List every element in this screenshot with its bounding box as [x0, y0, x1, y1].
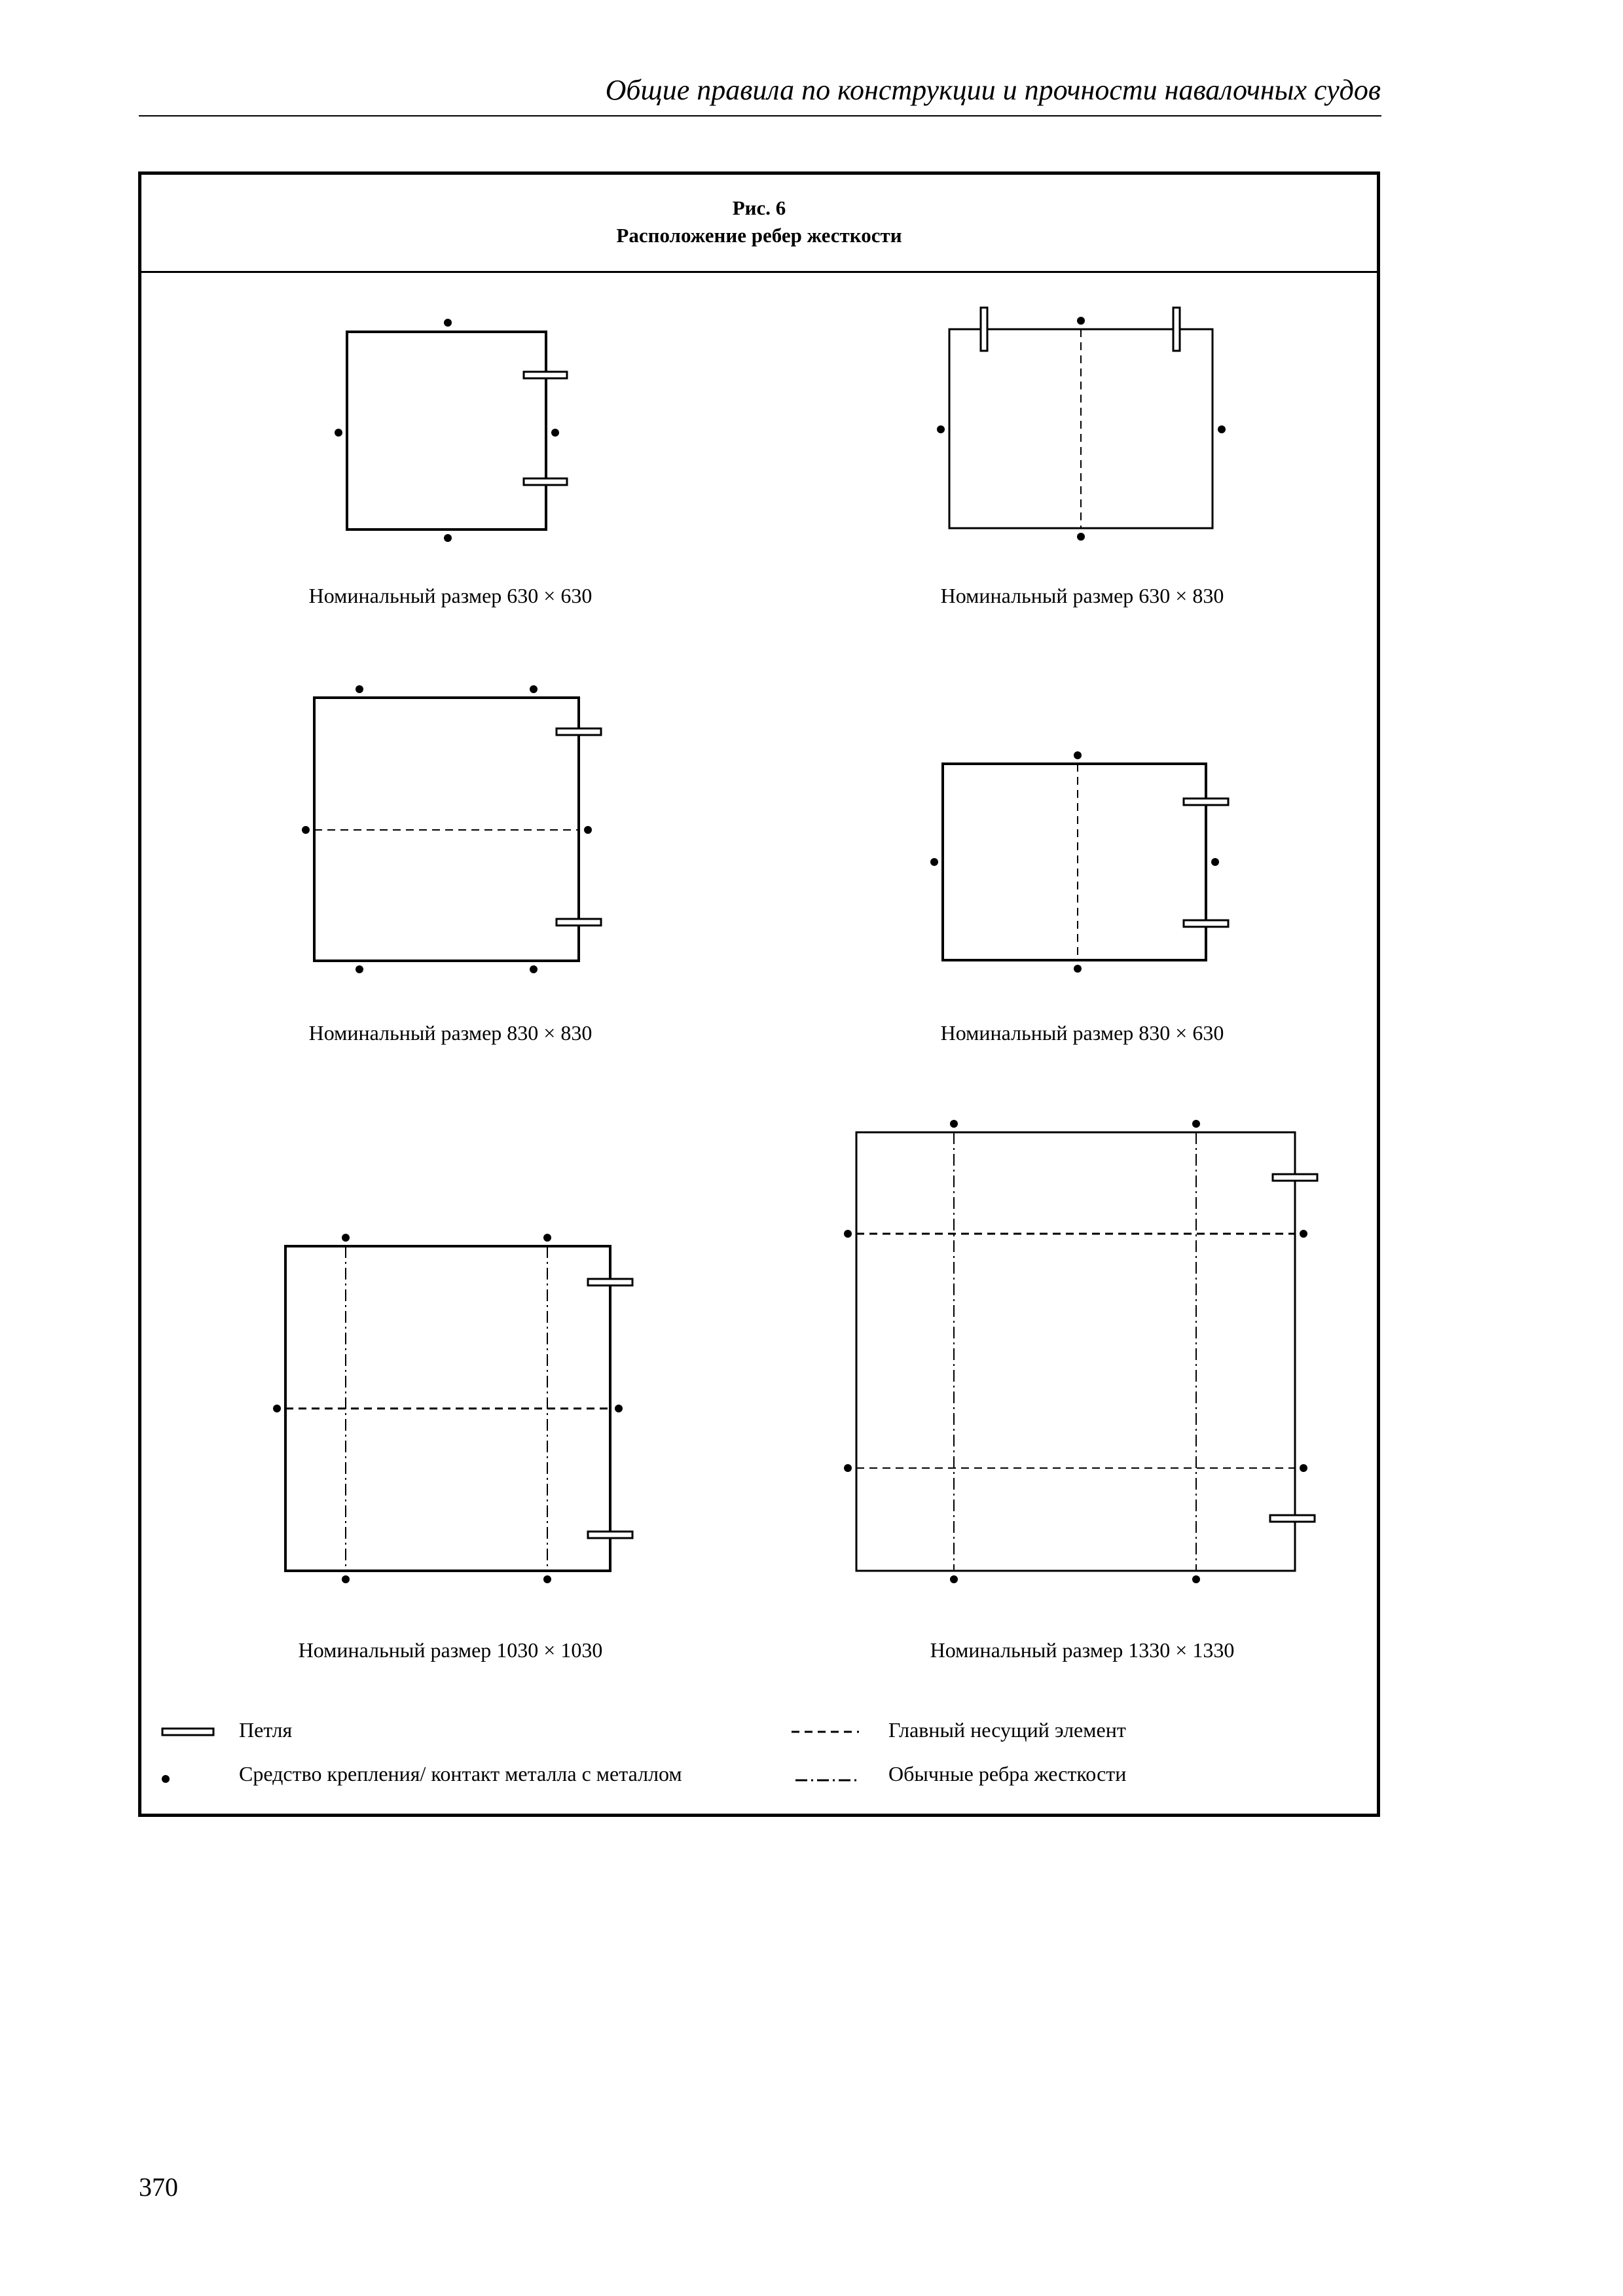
- fastener-point: [530, 685, 538, 693]
- fastener-point: [950, 1575, 958, 1583]
- legend-hinge-symbol: [162, 1729, 213, 1735]
- hinge-mark: [1273, 1174, 1317, 1181]
- fastener-point: [356, 965, 363, 973]
- fastener-point: [1074, 965, 1082, 973]
- fastener-point: [1192, 1575, 1200, 1583]
- legend-hinge-label: Петля: [239, 1718, 293, 1742]
- fastener-point: [1300, 1464, 1307, 1472]
- fastener-point: [930, 858, 938, 866]
- fastener-point: [1074, 751, 1082, 759]
- fastener-point: [1077, 533, 1085, 541]
- panel-830x830: [302, 685, 601, 973]
- hinge-mark: [1173, 308, 1180, 351]
- hinge-mark: [1270, 1515, 1315, 1522]
- panel-830x630: [930, 751, 1228, 973]
- panel-outline: [347, 332, 546, 529]
- fastener-point: [356, 685, 363, 693]
- hinge-mark: [981, 308, 987, 351]
- fastener-point: [444, 319, 452, 327]
- fastener-point: [584, 826, 592, 834]
- hinge-mark: [556, 919, 601, 925]
- page-number: 370: [139, 2172, 178, 2202]
- legend-fastener-symbol: [162, 1775, 170, 1783]
- fastener-point: [302, 826, 310, 834]
- panel-label-630x630: Номинальный размер 630 × 630: [308, 584, 593, 607]
- panel-630x830: [937, 308, 1226, 541]
- panel-1030x1030: [273, 1234, 632, 1583]
- fastener-point: [844, 1464, 852, 1472]
- fastener-point: [1192, 1120, 1200, 1128]
- fastener-point: [530, 965, 538, 973]
- fastener-point: [1218, 425, 1226, 433]
- fastener-point: [342, 1575, 350, 1583]
- fastener-point: [1300, 1230, 1307, 1238]
- fastener-point: [551, 429, 559, 437]
- legend-main-member-label: Главный несущий элемент: [888, 1718, 1126, 1742]
- hinge-mark: [556, 728, 601, 735]
- fastener-point: [335, 429, 342, 437]
- fastener-point: [543, 1575, 551, 1583]
- figure-number: Рис. 6: [732, 196, 786, 219]
- panel-label-830x630: Номинальный размер 830 × 630: [940, 1021, 1224, 1045]
- legend-ordinary-stiffener-label: Обычные ребра жесткости: [888, 1762, 1127, 1785]
- fastener-point: [1211, 858, 1219, 866]
- fastener-point: [1077, 317, 1085, 325]
- hinge-mark: [588, 1532, 632, 1538]
- legend-fastener-label: Средство крепления/ контакт металла с металлом: [239, 1762, 682, 1785]
- fastener-point: [342, 1234, 350, 1242]
- panel-630x630: [335, 319, 567, 542]
- running-header: Общие правила по конструкции и прочности навалочных судов: [605, 74, 1381, 106]
- panel-label-1030x1030: Номинальный размер 1030 × 1030: [298, 1638, 603, 1662]
- hinge-mark: [588, 1279, 632, 1285]
- fastener-point: [273, 1405, 281, 1412]
- panel-label-1330x1330: Номинальный размер 1330 × 1330: [930, 1638, 1235, 1662]
- fastener-point: [543, 1234, 551, 1242]
- panel-outline: [943, 764, 1206, 960]
- hinge-mark: [1184, 798, 1228, 805]
- fastener-point: [844, 1230, 852, 1238]
- panel-outline: [856, 1132, 1295, 1571]
- panel-1330x1330: [844, 1120, 1317, 1583]
- figure-title: Расположение ребер жесткости: [616, 224, 902, 247]
- panel-label-830x830: Номинальный размер 830 × 830: [308, 1021, 593, 1045]
- fastener-point: [444, 534, 452, 542]
- fastener-point: [950, 1120, 958, 1128]
- panel-label-630x830: Номинальный размер 630 × 830: [940, 584, 1224, 607]
- fastener-point: [615, 1405, 623, 1412]
- hinge-mark: [1184, 920, 1228, 927]
- hinge-mark: [524, 478, 567, 485]
- fastener-point: [937, 425, 945, 433]
- hinge-mark: [524, 372, 567, 378]
